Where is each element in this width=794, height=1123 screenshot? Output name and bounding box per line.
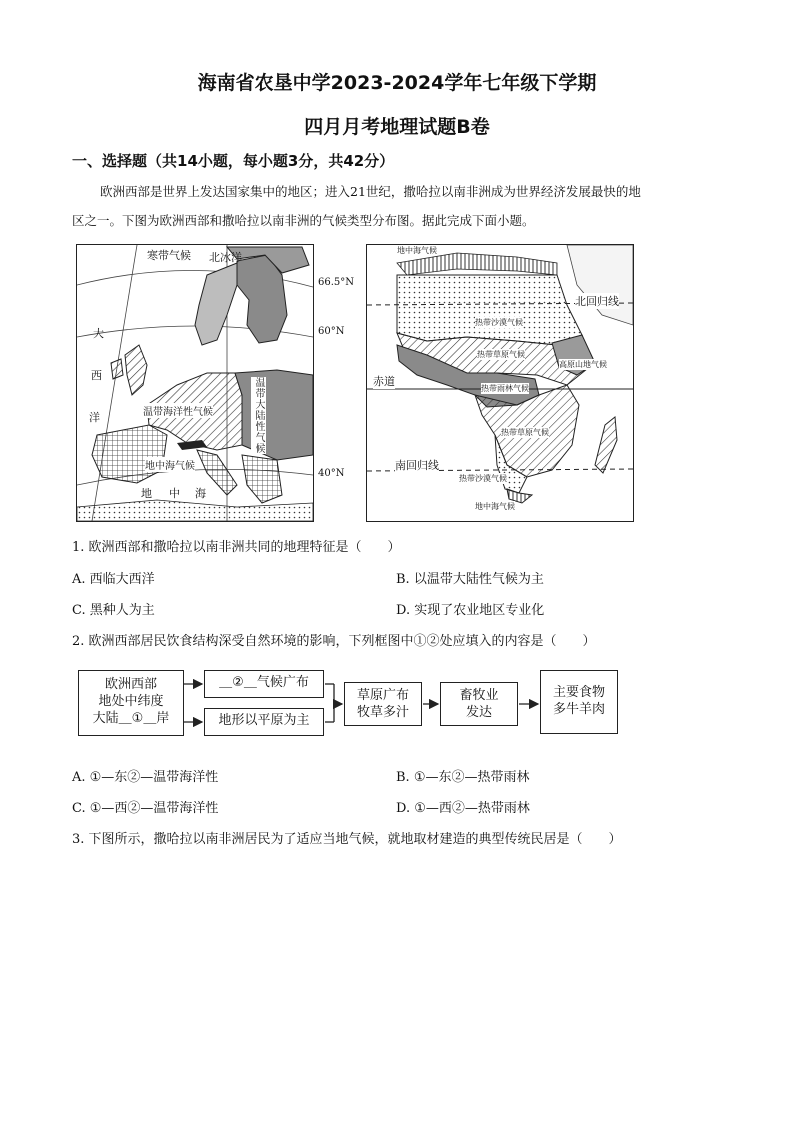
europe-map-drawing — [77, 245, 313, 521]
question-2-option-b[interactable]: B. ①—东②—热带雨林 — [396, 770, 530, 785]
flow-box-food-line1: 主要食物 — [552, 685, 605, 700]
label-savanna-north: 热带草原气候 — [477, 350, 525, 359]
label-med-north: 地中海气候 — [397, 246, 437, 255]
label-sea-2: 中 — [169, 487, 180, 500]
flow-box-food-line2: 多牛羊肉 — [552, 702, 605, 717]
question-3-stem: 3. 下图所示，撒哈拉以南非洲居民为了适应当地气候，就地取材建造的典型传统民居是（ ） — [72, 832, 622, 847]
intro-line-2: 区之一。下图为欧洲西部和撒哈拉以南非洲的气候类型分布图。据此完成下面小题。 — [72, 213, 535, 228]
label-med-south: 地中海气候 — [475, 502, 515, 511]
question-1-option-b[interactable]: B. 以温带大陆性气候为主 — [396, 572, 544, 587]
flow-arrows — [180, 670, 550, 740]
question-1-option-a[interactable]: A. 西临大西洋 — [72, 572, 155, 587]
label-equator: 赤道 — [373, 375, 395, 388]
question-2-option-c[interactable]: C. ①—西②—温带海洋性 — [72, 801, 219, 816]
section-heading: 一、选择题（共14小题，每小题3分，共42分） — [72, 152, 395, 170]
page-title: 海南省农垦中学2023-2024学年七年级下学期 — [197, 72, 597, 94]
question-2-option-a[interactable]: A. ①—东②—温带海洋性 — [72, 770, 219, 785]
page-subtitle: 四月月考地理试题B卷 — [304, 116, 490, 138]
label-lat-40: 40°N — [318, 468, 345, 479]
label-sea-1: 地 — [141, 487, 152, 500]
label-highland: 高原山地气候 — [559, 360, 607, 369]
question-2-option-d[interactable]: D. ①—西②—热带雨林 — [396, 801, 530, 816]
label-arctic-ocean: 北冰洋 — [209, 251, 242, 264]
label-atlantic-1: 大 — [93, 327, 104, 340]
label-desert-north: 热带沙漠气候 — [475, 318, 523, 327]
question-1-stem: 1. 欧洲西部和撒哈拉以南非洲共同的地理特征是（ ） — [72, 540, 401, 555]
question-1-option-c[interactable]: C. 黑种人为主 — [72, 603, 155, 618]
flow-box-terrain-text: 地形以平原为主 — [218, 713, 310, 728]
europe-climate-map — [76, 244, 314, 522]
question-2-stem: 2. 欧洲西部居民饮食结构深受自然环境的影响，下列框图中①②处应填入的内容是（ ） — [72, 634, 596, 649]
flow-box-location — [78, 670, 184, 736]
label-savanna-south: 热带草原气候 — [501, 428, 549, 437]
question-1-option-d[interactable]: D. 实现了农业地区专业化 — [396, 603, 545, 618]
intro-line-1: 欧洲西部是世界上发达国家集中的地区；进入21世纪，撒哈拉以南非洲成为世界经济发展最快的地 — [100, 184, 641, 199]
label-sea-3: 海 — [195, 487, 206, 500]
label-atlantic-3: 洋 — [89, 411, 100, 424]
label-subarctic: 寒带气候 — [147, 249, 191, 262]
label-maritime-climate: 温带海洋性气候 — [143, 403, 213, 418]
africa-climate-map — [366, 244, 634, 522]
label-continental-climate: 温带大陆性气候 — [253, 377, 264, 454]
flow-box-grassland-line1: 草原广布 — [356, 688, 409, 703]
flow-box-climate-text: ＿②＿气候广布 — [219, 675, 309, 690]
flow-box-grassland-line2: 牧草多汁 — [356, 705, 409, 720]
label-lat-66-5: 66.5°N — [318, 277, 355, 288]
flow-box-food — [540, 670, 618, 734]
label-desert-south: 热带沙漠气候 — [459, 474, 507, 483]
flow-box-livestock-line1: 畜牧业 — [459, 688, 499, 703]
label-atlantic-2: 西 — [91, 369, 102, 382]
flow-box-livestock-line2: 发达 — [465, 705, 492, 720]
label-tropic-capricorn: 南回归线 — [395, 459, 439, 472]
label-mediterranean-climate: 地中海气候 — [145, 457, 195, 472]
label-tropic-cancer: 北回归线 — [575, 295, 619, 308]
flow-box-location-line1: 欧洲西部 — [104, 677, 157, 692]
flow-box-location-line2: 地处中纬度 — [98, 694, 164, 709]
flow-box-location-line3: 大陆＿①＿岸 — [92, 711, 170, 726]
label-rainforest: 热带雨林气候 — [481, 384, 529, 393]
label-lat-60: 60°N — [318, 326, 345, 337]
